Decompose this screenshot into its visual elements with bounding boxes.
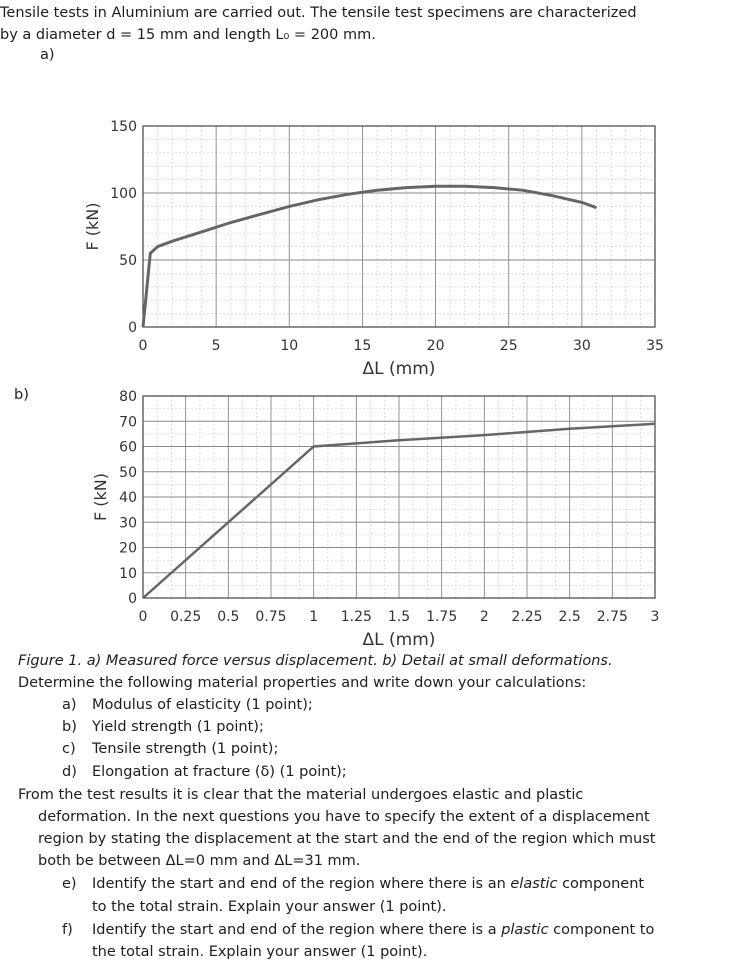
small-deformation-chart xyxy=(0,380,747,660)
chart-a-ylabel: F (kN) xyxy=(83,202,102,251)
paragraph-line-4: both be between ΔL=0 mm and ΔL=31 mm. xyxy=(38,853,361,869)
chart-a-series-line xyxy=(143,186,597,327)
question-f-label: f) xyxy=(62,922,73,938)
intro-line-2: by a diameter d = 15 mm and length L₀ = 200 mm. xyxy=(0,27,376,43)
question-a-label: a) xyxy=(62,697,77,713)
chart-b-x-tick-label: 2.5 xyxy=(558,609,581,625)
chart-b-x-tick-label: 1 xyxy=(309,609,319,625)
question-e-line-2: to the total strain. Explain your answer (1 point). xyxy=(92,899,447,915)
chart-b-x-tick-label: 1.5 xyxy=(387,609,411,625)
question-c-text: Tensile strength (1 point); xyxy=(92,741,279,757)
chart-b-x-tick-label: 2.25 xyxy=(511,609,543,625)
force-displacement-chart xyxy=(0,0,747,390)
question-e-label: e) xyxy=(62,876,77,892)
chart-a-y-tick-label: 150 xyxy=(110,119,137,135)
chart-a-y-tick-label: 50 xyxy=(119,253,137,269)
chart-b-x-tick-label: 3 xyxy=(650,609,660,625)
part-b-label: b) xyxy=(14,387,29,403)
chart-b-x-tick-label: 1.25 xyxy=(340,609,372,625)
chart-b-y-tick-label: 40 xyxy=(119,490,137,506)
chart-b-x-tick-label: 2 xyxy=(479,609,489,625)
chart-b-x-tick-label: 1.75 xyxy=(426,609,458,625)
question-b-label: b) xyxy=(62,719,77,735)
chart-a-x-tick-label: 30 xyxy=(572,338,591,354)
chart-a-x-tick-label: 5 xyxy=(211,338,221,354)
chart-b-x-tick-label: 2.75 xyxy=(596,609,628,625)
chart-a-x-tick-label: 0 xyxy=(138,338,148,354)
chart-a-y-tick-label: 0 xyxy=(128,320,137,336)
chart-b-x-tick-label: 0.25 xyxy=(170,609,202,625)
question-f-line-2: the total strain. Explain your answer (1 point). xyxy=(92,944,428,960)
question-c-label: c) xyxy=(62,741,76,757)
intro-line-1: Tensile tests in Aluminium are carried out. The tensile test specimens are characterized xyxy=(0,5,637,21)
question-d-text: Elongation at fracture (δ) (1 point); xyxy=(92,764,347,780)
instruction: Determine the following material properties and write down your calculations: xyxy=(18,675,587,691)
question-b-text: Yield strength (1 point); xyxy=(92,719,264,735)
chart-a-x-tick-label: 25 xyxy=(499,338,518,354)
question-d-label: d) xyxy=(62,764,77,780)
chart-a-x-tick-label: 35 xyxy=(646,338,664,354)
chart-b-x-tick-label: 0 xyxy=(138,609,148,625)
paragraph-line-2: deformation. In the next questions you have to specify the extent of a displacement xyxy=(38,809,650,825)
chart-b-y-tick-label: 60 xyxy=(119,439,137,456)
chart-b-ylabel: F (kN) xyxy=(91,472,110,522)
question-f-line-1: Identify the start and end of the region where there is a plastic component to xyxy=(92,922,655,938)
chart-b-x-tick-label: 0.5 xyxy=(217,609,240,625)
chart-b-grid-major xyxy=(143,396,655,598)
chart-a-xlabel: ΔL (mm) xyxy=(362,359,436,379)
chart-a-x-tick-label: 15 xyxy=(353,338,372,354)
question-e-line-1: Identify the start and end of the region where there is an elastic component xyxy=(92,876,645,892)
chart-b-y-tick-label: 30 xyxy=(119,515,137,532)
chart-a-x-tick-label: 10 xyxy=(280,338,299,354)
chart-b-x-tick-label: 0.75 xyxy=(255,609,287,625)
paragraph-line-3: region by stating the displacement at the start and the end of the region which must xyxy=(38,831,656,847)
chart-b-xlabel: ΔL (mm) xyxy=(362,630,436,650)
chart-b-y-tick-label: 70 xyxy=(119,414,137,431)
chart-b-y-tick-label: 50 xyxy=(119,464,137,481)
chart-b-y-tick-label: 10 xyxy=(119,565,137,582)
figure-caption: Figure 1. a) Measured force versus displacement. b) Detail at small deformations. xyxy=(18,653,613,669)
question-a-text: Modulus of elasticity (1 point); xyxy=(92,697,313,713)
chart-a-y-tick-label: 100 xyxy=(110,186,137,202)
chart-b-y-tick-label: 80 xyxy=(119,389,137,405)
part-a-label: a) xyxy=(40,47,55,63)
chart-b-y-tick-label: 20 xyxy=(119,540,137,557)
chart-a-x-tick-label: 20 xyxy=(426,338,445,354)
paragraph-line-1: From the test results it is clear that the material undergoes elastic and plastic xyxy=(18,787,584,803)
chart-b-y-tick-label: 0 xyxy=(128,591,137,607)
